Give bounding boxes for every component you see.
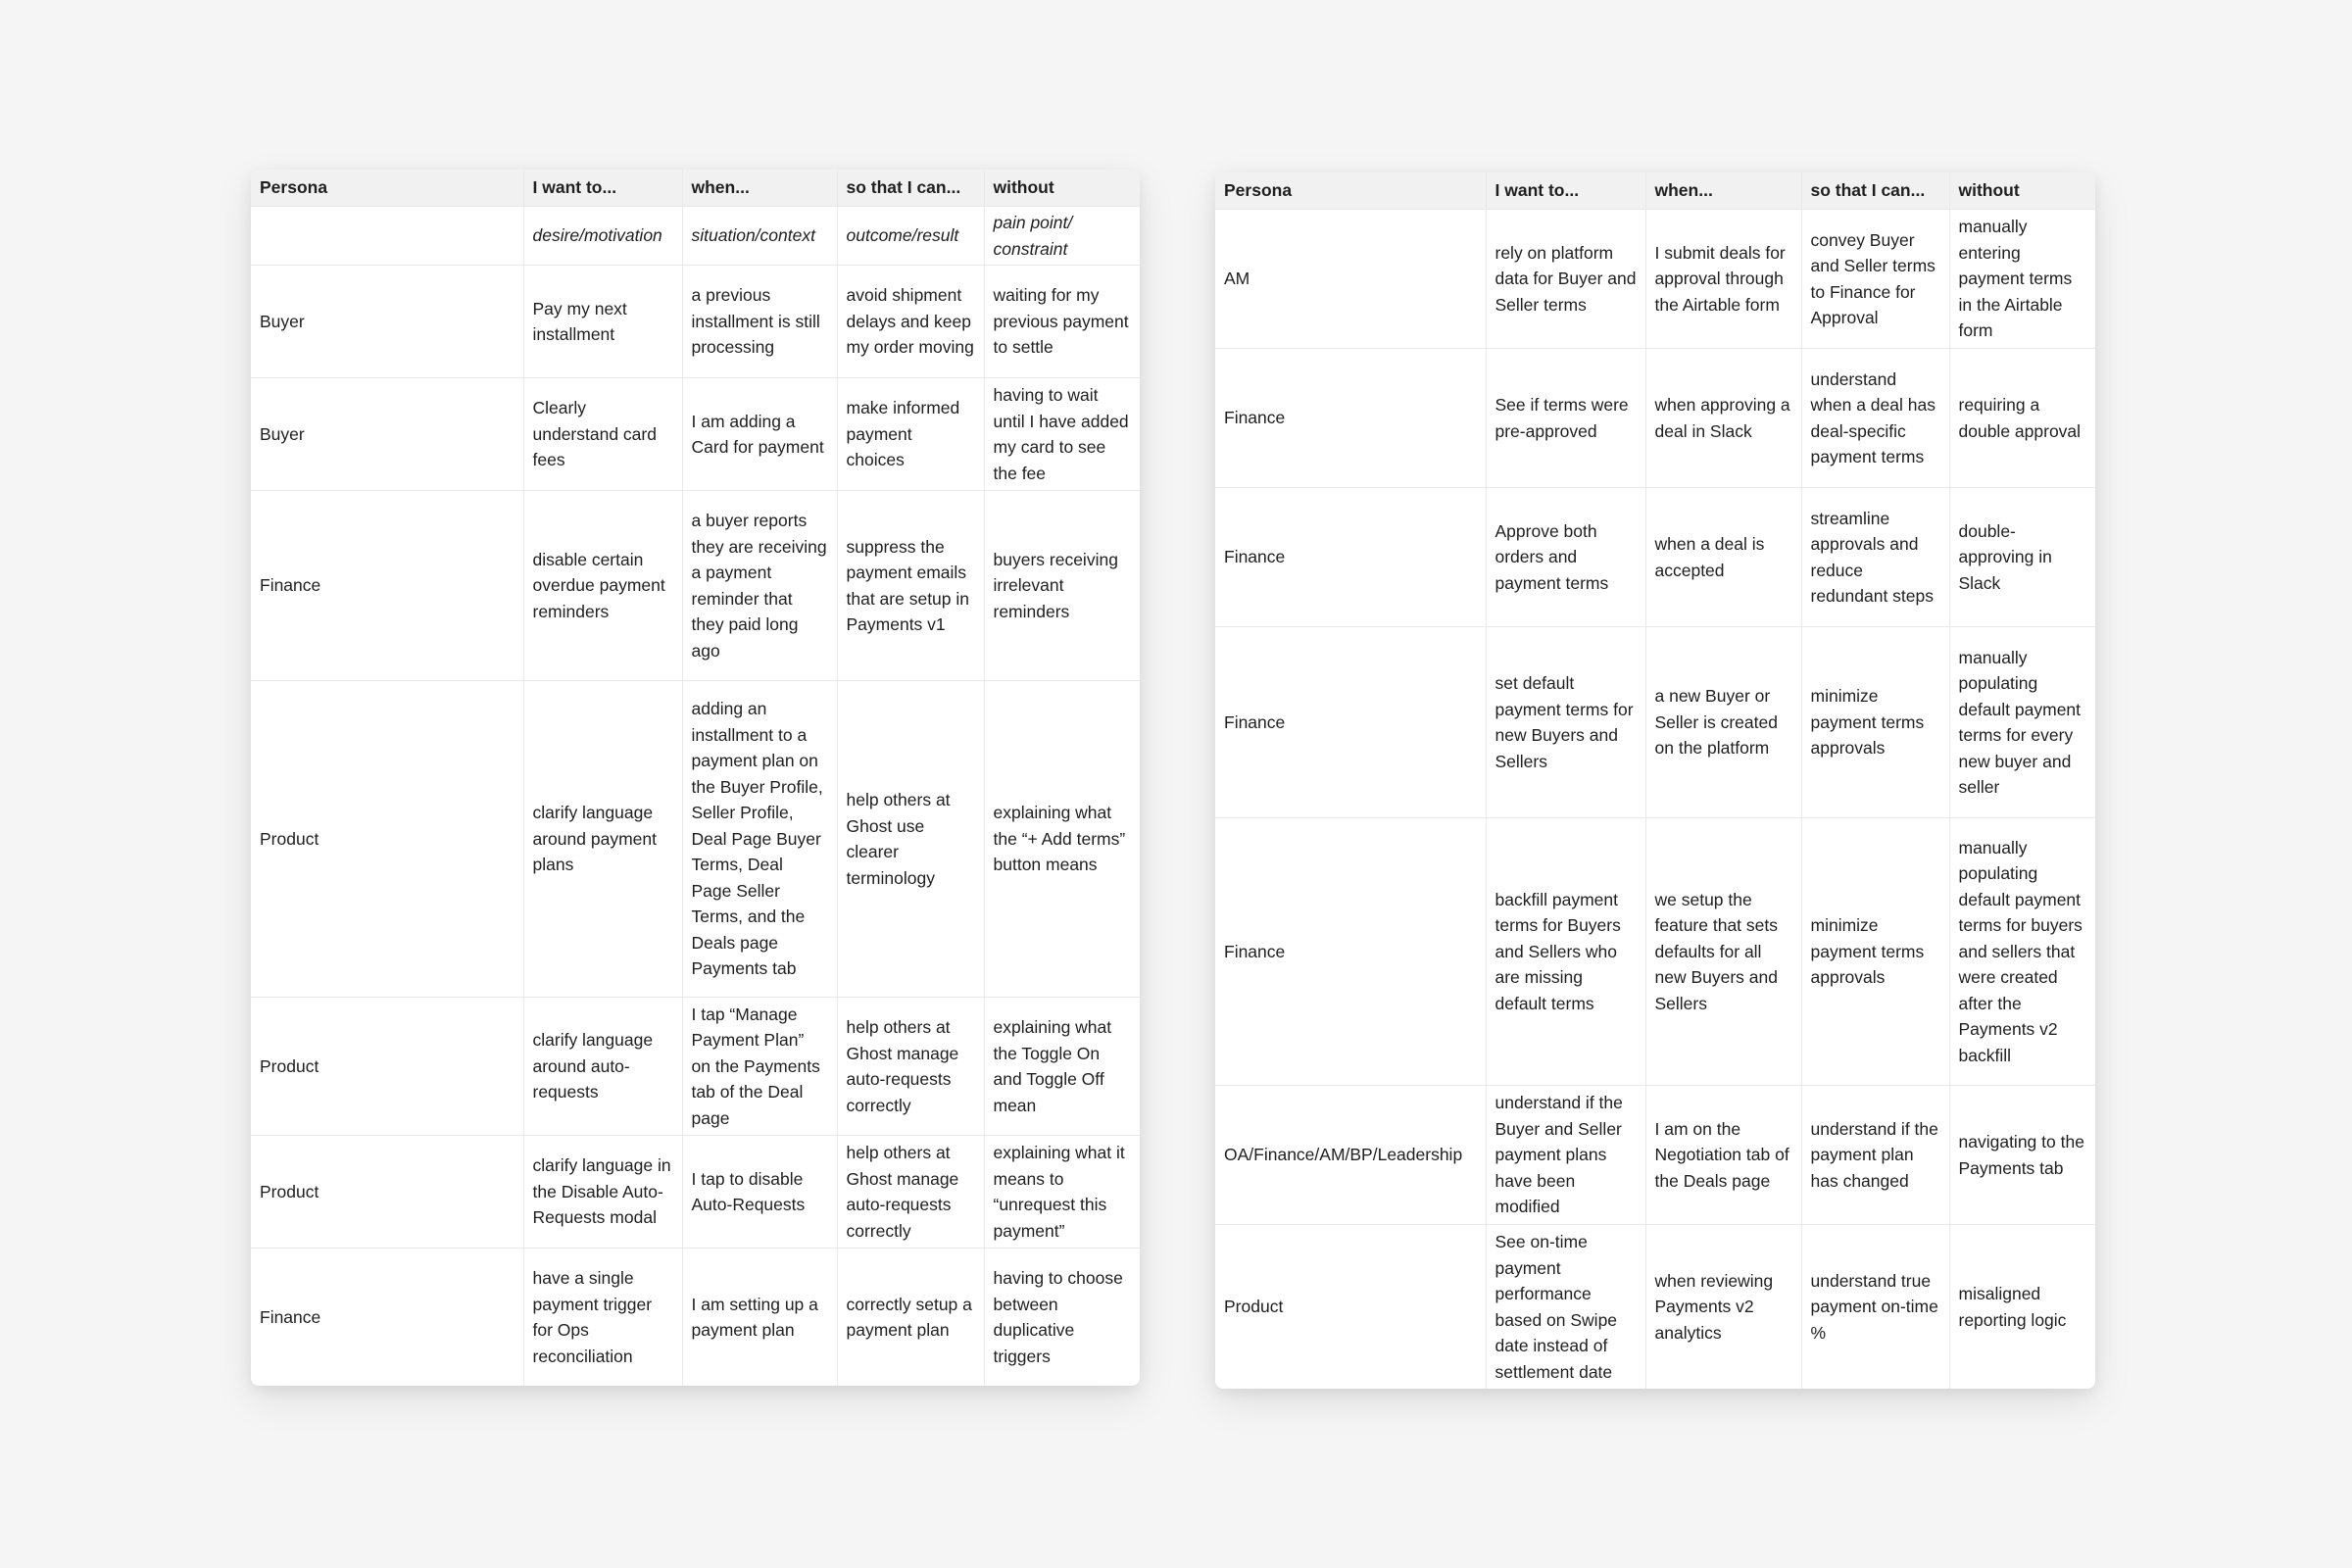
when-cell: when reviewing Payments v2 analytics	[1645, 1225, 1801, 1390]
table-row	[251, 998, 1140, 1136]
subheader-cell: outcome/result	[837, 207, 984, 266]
header-row	[251, 170, 1140, 207]
when-cell: I am adding a Card for payment	[682, 378, 837, 491]
table-row	[251, 378, 1140, 491]
outcome-cell: help others at Ghost manage auto-requests correctly	[837, 1136, 984, 1249]
outcome-cell: help others at Ghost use clearer terminology	[837, 681, 984, 998]
want-cell: Approve both orders and payment terms	[1486, 488, 1645, 627]
table-row	[251, 266, 1140, 378]
when-cell: adding an installment to a payment plan on the Buyer Profile, Seller Profile, Deal Page Buyer Terms, Deal Page Seller Terms, and the Deals page Payments tab	[682, 681, 837, 998]
want-cell: clarify language around payment plans	[523, 681, 682, 998]
outcome-cell: understand if the payment plan has changed	[1801, 1086, 1949, 1225]
outcome-cell: help others at Ghost manage auto-requests correctly	[837, 998, 984, 1136]
persona-cell: OA/Finance/AM/BP/Leadership	[1215, 1086, 1486, 1225]
without-cell: double-approving in Slack	[1949, 488, 2095, 627]
table-row	[251, 681, 1140, 998]
user-stories-table-right	[1215, 172, 2095, 1389]
subheader-cell	[251, 207, 523, 266]
when-cell: I tap “Manage Payment Plan” on the Payments tab of the Deal page	[682, 998, 837, 1136]
outcome-cell: avoid shipment delays and keep my order moving	[837, 266, 984, 378]
persona-cell: Finance	[1215, 818, 1486, 1086]
want-cell: clarify language around auto-requests	[523, 998, 682, 1136]
user-stories-table-card-right	[1215, 172, 2095, 1389]
persona-cell: Finance	[251, 491, 523, 681]
persona-cell: Buyer	[251, 266, 523, 378]
table-row	[1215, 1225, 2095, 1390]
subheader-cell: pain point/ constraint	[984, 207, 1140, 266]
persona-cell: Product	[251, 681, 523, 998]
when-cell: when a deal is accepted	[1645, 488, 1801, 627]
header-cell-when: when...	[682, 170, 837, 207]
persona-cell: Finance	[1215, 488, 1486, 627]
table-row	[1215, 488, 2095, 627]
user-stories-table-left	[251, 170, 1140, 1386]
header-cell-persona: Persona	[251, 170, 523, 207]
want-cell: Pay my next installment	[523, 266, 682, 378]
table-row	[251, 1249, 1140, 1387]
persona-cell: Buyer	[251, 378, 523, 491]
without-cell: explaining what it means to “unrequest this payment”	[984, 1136, 1140, 1249]
when-cell: a new Buyer or Seller is created on the platform	[1645, 627, 1801, 818]
outcome-cell: understand true payment on-time %	[1801, 1225, 1949, 1390]
outcome-cell: understand when a deal has deal-specific payment terms	[1801, 349, 1949, 488]
header-cell-without: without	[1949, 172, 2095, 210]
when-cell: I am on the Negotiation tab of the Deals page	[1645, 1086, 1801, 1225]
persona-cell: Finance	[1215, 349, 1486, 488]
header-cell-when: when...	[1645, 172, 1801, 210]
without-cell: manually populating default payment terms for every new buyer and seller	[1949, 627, 2095, 818]
when-cell: I tap to disable Auto-Requests	[682, 1136, 837, 1249]
without-cell: manually populating default payment terms for buyers and sellers that were created after the Payments v2 backfill	[1949, 818, 2095, 1086]
want-cell: set default payment terms for new Buyers and Sellers	[1486, 627, 1645, 818]
outcome-cell: make informed payment choices	[837, 378, 984, 491]
when-cell: when approving a deal in Slack	[1645, 349, 1801, 488]
header-cell-persona: Persona	[1215, 172, 1486, 210]
header-cell-i-want-to: I want to...	[523, 170, 682, 207]
want-cell: disable certain overdue payment reminders	[523, 491, 682, 681]
header-cell-without: without	[984, 170, 1140, 207]
subheader-cell: desire/motivation	[523, 207, 682, 266]
persona-cell: Finance	[251, 1249, 523, 1387]
outcome-cell: minimize payment terms approvals	[1801, 627, 1949, 818]
table-row	[1215, 210, 2095, 349]
without-cell: explaining what the “+ Add terms” button means	[984, 681, 1140, 998]
when-cell: a previous installment is still processing	[682, 266, 837, 378]
without-cell: misaligned reporting logic	[1958, 1284, 2067, 1330]
want-cell: Clearly understand card fees	[523, 378, 682, 491]
subheader-cell: situation/context	[682, 207, 837, 266]
when-cell: a buyer reports they are receiving a payment reminder that they paid long ago	[682, 491, 837, 681]
without-cell: explaining what the Toggle On and Toggle Off mean	[984, 998, 1140, 1136]
without-cell: buyers receiving irrelevant reminders	[984, 491, 1140, 681]
table-row	[1215, 1086, 2095, 1225]
want-cell: understand if the Buyer and Seller payment plans have been modified	[1486, 1086, 1645, 1225]
without-cell: having to wait until I have added my card to see the fee	[984, 378, 1140, 491]
table-row	[251, 491, 1140, 681]
outcome-cell: suppress the payment emails that are setup in Payments v1	[837, 491, 984, 681]
without-cell: requiring a double approval	[1949, 349, 2095, 488]
persona-cell: Product	[1215, 1225, 1486, 1390]
header-cell-so-that-i-can: so that I can...	[837, 170, 984, 207]
persona-cell: Finance	[1215, 627, 1486, 818]
subheader-row	[251, 207, 1140, 266]
persona-cell: Product	[251, 1136, 523, 1249]
when-cell: we setup the feature that sets defaults for all new Buyers and Sellers	[1645, 818, 1801, 1086]
outcome-cell: correctly setup a payment plan	[837, 1249, 984, 1387]
outcome-cell: convey Buyer and Seller terms to Finance for Approval	[1801, 210, 1949, 349]
table-row	[1215, 627, 2095, 818]
want-cell: clarify language in the Disable Auto-Requests modal	[523, 1136, 682, 1249]
without-cell: manually entering payment terms in the Airtable form	[1949, 210, 2095, 349]
outcome-cell: streamline approvals and reduce redundant steps	[1801, 488, 1949, 627]
without-cell: waiting for my previous payment to settle	[984, 266, 1140, 378]
want-cell: See if terms were pre-approved	[1486, 349, 1645, 488]
without-cell: having to choose between duplicative triggers	[993, 1268, 1123, 1366]
want-cell: See on-time payment performance based on Swipe date instead of settlement date	[1486, 1225, 1645, 1390]
without-cell: navigating to the Payments tab	[1949, 1086, 2095, 1225]
want-cell: have a single payment trigger for Ops reconciliation	[523, 1249, 682, 1387]
outcome-cell: minimize payment terms approvals	[1801, 818, 1949, 1086]
persona-cell: Product	[251, 998, 523, 1136]
when-cell: I am setting up a payment plan	[682, 1249, 837, 1387]
header-row	[1215, 172, 2095, 210]
table-row	[1215, 349, 2095, 488]
header-cell-so-that-i-can: so that I can...	[1801, 172, 1949, 210]
persona-cell: AM	[1215, 210, 1486, 349]
want-cell: rely on platform data for Buyer and Seller terms	[1486, 210, 1645, 349]
table-row	[251, 1136, 1140, 1249]
table-row	[1215, 818, 2095, 1086]
user-stories-table-card-left	[251, 170, 1140, 1386]
when-cell: I submit deals for approval through the Airtable form	[1645, 210, 1801, 349]
want-cell: backfill payment terms for Buyers and Sellers who are missing default terms	[1486, 818, 1645, 1086]
header-cell-i-want-to: I want to...	[1486, 172, 1645, 210]
